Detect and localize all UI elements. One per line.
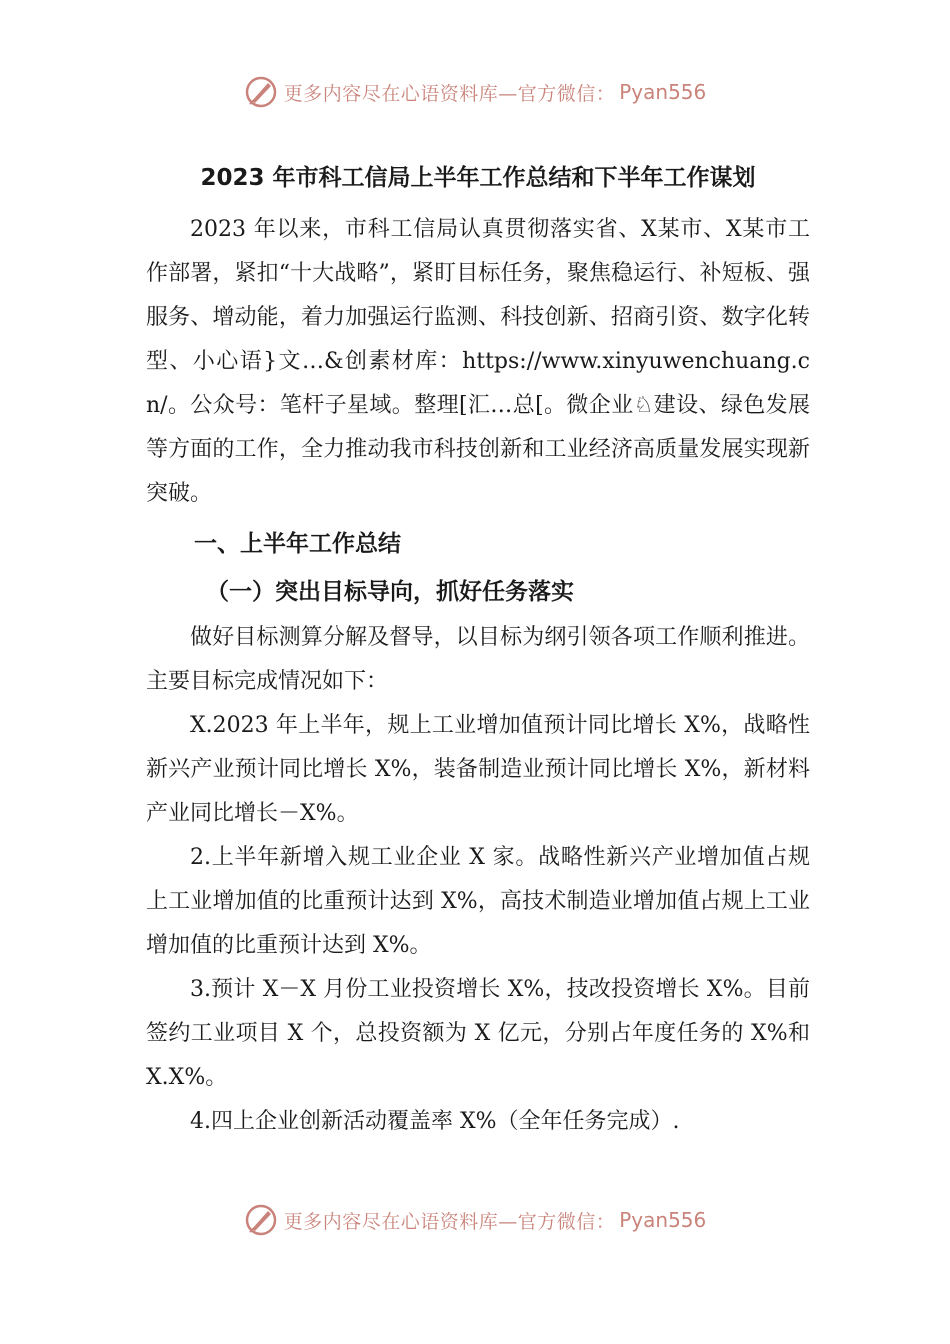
section-heading-1: 一、上半年工作总结	[194, 531, 401, 557]
list-item: 2.上半年新增入规工业企业 X 家。战略性新兴产业增加值占规上工业增加值的比重预计达到 X%，高技术制造业增加值占规上工业增加值的比重预计达到 X%。	[146, 845, 810, 958]
quill-pen-logo-icon	[244, 75, 278, 109]
watermark-banner-bottom	[0, 1200, 950, 1240]
document-title: 2023 年市科工信局上半年工作总结和下半年工作谋划	[200, 165, 756, 191]
list-item: X.2023 年上半年，规上工业增加值预计同比增长 X%，战略性新兴产业预计同比增长 X%，装备制造业预计同比增长 X%，新材料产业同比增长－X%。	[146, 713, 810, 826]
watermark-wechat-id: Pyan556	[619, 80, 707, 104]
watermark-wechat-id: Pyan556	[619, 1208, 707, 1232]
list-item: 3.预计 X－X 月份工业投资增长 X%，技改投资增长 X%。目前签约工业项目 X 个，总投资额为 X 亿元，分别占年度任务的 X%和 X.X%。	[146, 977, 810, 1090]
subsection-heading-1: （一）突出目标导向，抓好任务落实	[206, 579, 574, 605]
watermark-text: 更多内容尽在心语资料库—官方微信：	[283, 1210, 616, 1233]
watermark-banner-top	[0, 72, 950, 112]
list-item: 4.四上企业创新活动覆盖率 X%（全年任务完成）.	[190, 1109, 680, 1134]
intro-paragraph: 2023 年以来，市科工信局认真贯彻落实省、X某市、X某市工作部署，紧扣“十大战略”，紧盯目标任务，聚焦稳运行、补短板、强服务、增动能，着力加强运行监测、科技创新、招商引资、数字化转型、小心语}文…&创素材库：https://www.xinyuwenchuang.cn/。公众号：笔杆子星域。整理[汇…总[。微企业♘建设、绿色发展等方面的工作，全力推动我市科技创新和工业经济高质量发展实现新突破。	[146, 217, 810, 506]
document-body	[146, 156, 810, 1144]
quill-pen-logo-icon	[244, 1203, 278, 1237]
watermark-text: 更多内容尽在心语资料库—官方微信：	[283, 82, 616, 105]
subsection-intro-paragraph: 做好目标测算分解及督导，以目标为纲引领各项工作顺利推进。主要目标完成情况如下：	[146, 625, 810, 694]
